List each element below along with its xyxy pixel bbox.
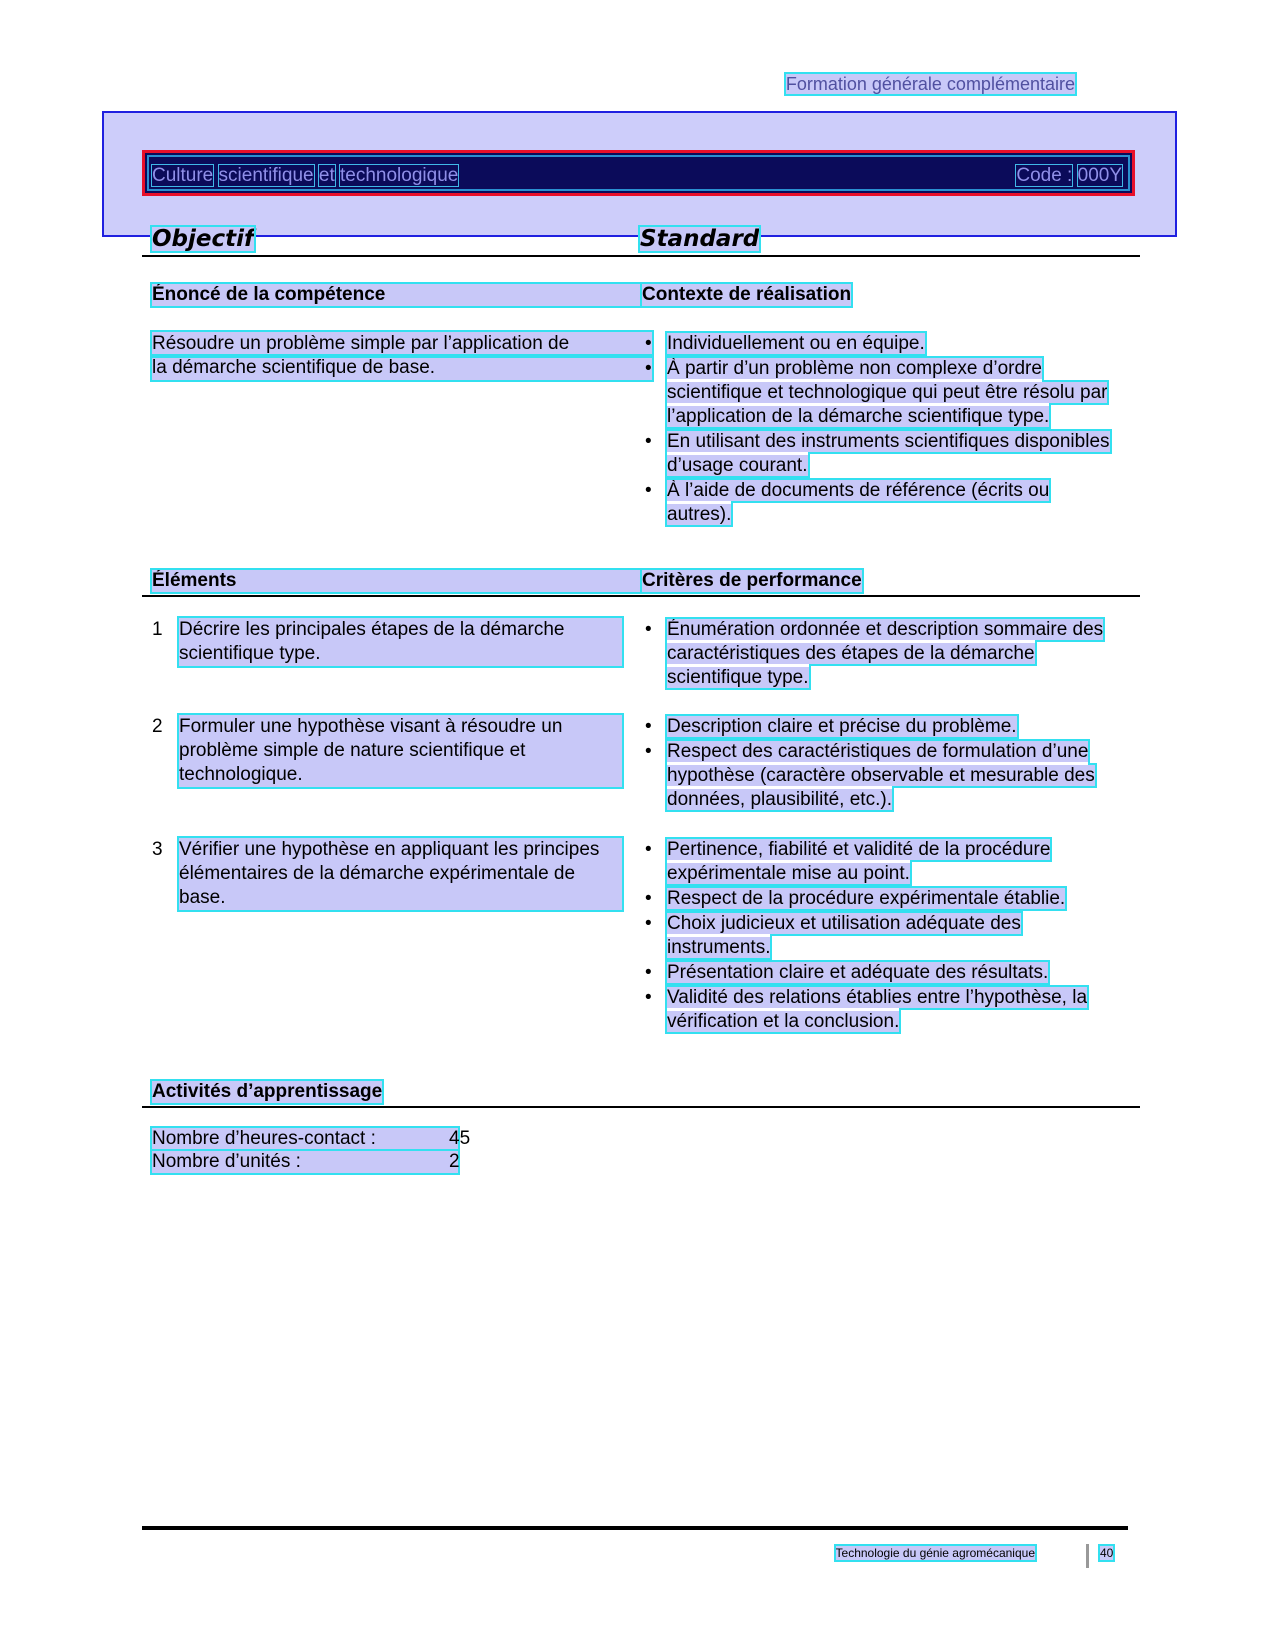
list-item: • Présentation claire et adéquate des résultats. (645, 961, 1115, 985)
list-item: • Respect des caractéristiques de formulation d’une hypothèse (caractère observable et mesurable des données, plausibilité, etc.). (645, 740, 1115, 812)
units-row (152, 1151, 458, 1173)
list-item: • À partir d’un problème non complexe d’ordre scientifique et technologique qui peut être résolu par l’application de la démarche scientifique type. (645, 357, 1115, 429)
course-title-word: technologique (340, 165, 459, 186)
course-title-word: Culture (152, 165, 214, 186)
list-item: • Validité des relations établies entre l’hypothèse, la vérification et la conclusion. (645, 986, 1115, 1034)
footer-separator (1086, 1544, 1089, 1568)
list-item: • Individuellement ou en équipe. (645, 332, 1115, 356)
units-value: 2 (449, 1151, 460, 1172)
list-item: • Pertinence, fiabilité et validité de la procédure expérimentale mise au point. (645, 838, 1115, 886)
competence-statement (152, 332, 652, 380)
section-divider (142, 595, 1140, 597)
course-title-word: et (318, 165, 335, 186)
document-header: Formation générale complémentaire (785, 74, 1075, 94)
element-number: 3 (152, 839, 163, 860)
list-item: • Respect de la procédure expérimentale établie. (645, 887, 1115, 911)
objective-heading: Objectif (152, 226, 255, 252)
list-item: • Description claire et précise du problème. (645, 715, 1115, 739)
list-item: • Choix judicieux et utilisation adéquate des instruments. (645, 912, 1115, 960)
list-item: • En utilisant des instruments scientifiques disponibles d’usage courant. (645, 430, 1115, 478)
element-number: 1 (152, 619, 163, 640)
contact-hours-label: Nombre d’heures-contact : (152, 1128, 376, 1149)
elements-heading: Éléments (152, 570, 640, 592)
competence-line: la démarche scientifique de base. (152, 356, 652, 380)
footer-program: Technologie du génie agromécanique (835, 1546, 1035, 1560)
element-text: Décrire les principales étapes de la démarche scientifique type. (179, 618, 622, 666)
activities-heading: Activités d’apprentissage (152, 1081, 383, 1102)
criteria-heading: Critères de performance (642, 570, 862, 591)
element-text: Vérifier une hypothèse en appliquant les principes élémentaires de la démarche expérimentale de base. (179, 838, 622, 910)
contact-hours-value: 45 (449, 1128, 471, 1149)
units-label: Nombre d’unités : (152, 1151, 301, 1172)
page-number: 40 (1100, 1546, 1114, 1560)
criteria-list (645, 618, 1115, 691)
criteria-list (645, 715, 1115, 813)
competence-line: Résoudre un problème simple par l’application de (152, 332, 652, 356)
section-divider (142, 1106, 1140, 1108)
element-item (152, 838, 622, 910)
element-item (152, 618, 622, 666)
course-code-label: Code : (1016, 165, 1073, 186)
contact-hours-row (152, 1128, 471, 1150)
footer-divider (142, 1526, 1128, 1530)
section-divider (142, 255, 1140, 257)
competence-heading: Énoncé de la compétence (152, 284, 640, 306)
context-list (645, 332, 1115, 528)
list-item: • Énumération ordonnée et description sommaire des caractéristiques des étapes de la démarche scientifique type. (645, 618, 1115, 690)
criteria-list (645, 838, 1115, 1035)
course-title-word: scientifique (218, 165, 314, 186)
element-item (152, 715, 622, 787)
course-title (152, 165, 458, 186)
element-number: 2 (152, 716, 163, 737)
list-item: • À l’aide de documents de référence (écrits ou autres). (645, 479, 1115, 527)
element-text: Formuler une hypothèse visant à résoudre un problème simple de nature scientifique et technologique. (179, 715, 622, 787)
context-heading: Contexte de réalisation (642, 284, 852, 305)
course-code (1016, 165, 1122, 186)
course-code-value: 000Y (1077, 165, 1122, 186)
standard-heading: Standard (640, 226, 760, 252)
